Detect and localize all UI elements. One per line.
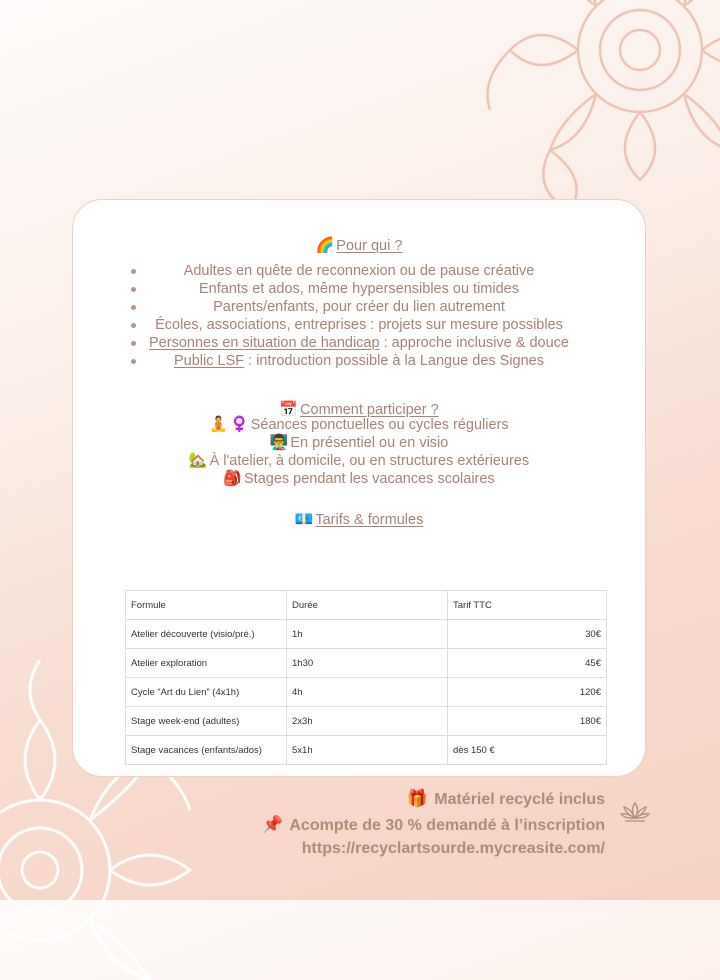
bullet-icon [131, 305, 136, 310]
footer-line-material: 🎁 Matériel recyclé inclus [406, 789, 605, 808]
column-header: Tarif TTC [448, 591, 607, 620]
list-item: Enfants et ados, même hypersensibles ou timides [73, 280, 645, 298]
table-row: Stage week-end (adultes) 2x3h 180€ [126, 707, 607, 736]
teacher-icon: 👨‍🏫 [269, 434, 289, 451]
list-item: Public LSF : introduction possible à la Langue des Signes [73, 352, 645, 370]
who-list [73, 262, 645, 370]
backpack-icon: 🎒 [223, 470, 242, 487]
rainbow-icon: 🌈 [315, 237, 335, 254]
how-heading: 📅 Comment participer ? [279, 401, 439, 418]
bullet-icon [131, 341, 136, 346]
table-row: Atelier exploration 1h30 45€ [126, 649, 607, 678]
tarifs-table [125, 590, 607, 765]
footer-line-deposit: 📌 Acompte de 30 % demandé à l’inscription [262, 815, 605, 834]
list-item: 👨‍🏫 En présentiel ou en visio [269, 434, 449, 451]
house-icon: 🏡 [188, 452, 208, 469]
bullet-icon [131, 323, 136, 328]
list-item: 🧘 ♀️ Séances ponctuelles ou cycles réguliers [209, 416, 509, 433]
list-item: Adultes en quête de reconnexion ou de pause créative [73, 262, 645, 280]
meditation-icon: 🧘 [209, 416, 229, 433]
table-row: Cycle “Art du Lien” (4x1h) 4h 120€ [126, 678, 607, 707]
bullet-icon [131, 269, 136, 274]
info-card [72, 199, 646, 777]
table-row: Stage vacances (enfants/ados) 5x1h dès 150 € [126, 736, 607, 765]
pushpin-icon: 📌 [262, 815, 284, 834]
lotus-icon [620, 800, 650, 824]
bullet-icon [131, 287, 136, 292]
tarifs-heading: 💶 Tarifs & formules [294, 511, 424, 528]
list-item: 🏡 À l'atelier, à domicile, ou en structures extérieures [188, 452, 530, 469]
gift-icon: 🎁 [406, 789, 428, 808]
list-item: 🎒 Stages pendant les vacances scolaires [223, 470, 495, 487]
list-item: Parents/enfants, pour créer du lien autrement [73, 298, 645, 316]
who-heading: 🌈 Pour qui ? [315, 237, 403, 254]
bullet-icon [131, 359, 136, 364]
column-header: Durée [287, 591, 448, 620]
how-list [73, 416, 645, 488]
table-header-row [126, 591, 607, 620]
banknote-icon: 💶 [294, 511, 314, 528]
female-sign-icon: ♀️ [230, 416, 249, 433]
list-item: Personnes en situation de handicap : approche inclusive & douce [73, 334, 645, 352]
column-header: Formule [126, 591, 287, 620]
list-item: Écoles, associations, entreprises : projets sur mesure possibles [73, 316, 645, 334]
table-row: Atelier découverte (visio/pré.) 1h 30€ [126, 620, 607, 649]
calendar-icon: 📅 [279, 401, 299, 418]
footer-website-link[interactable]: https://recyclartsourde.mycreasite.com/ [301, 840, 605, 857]
